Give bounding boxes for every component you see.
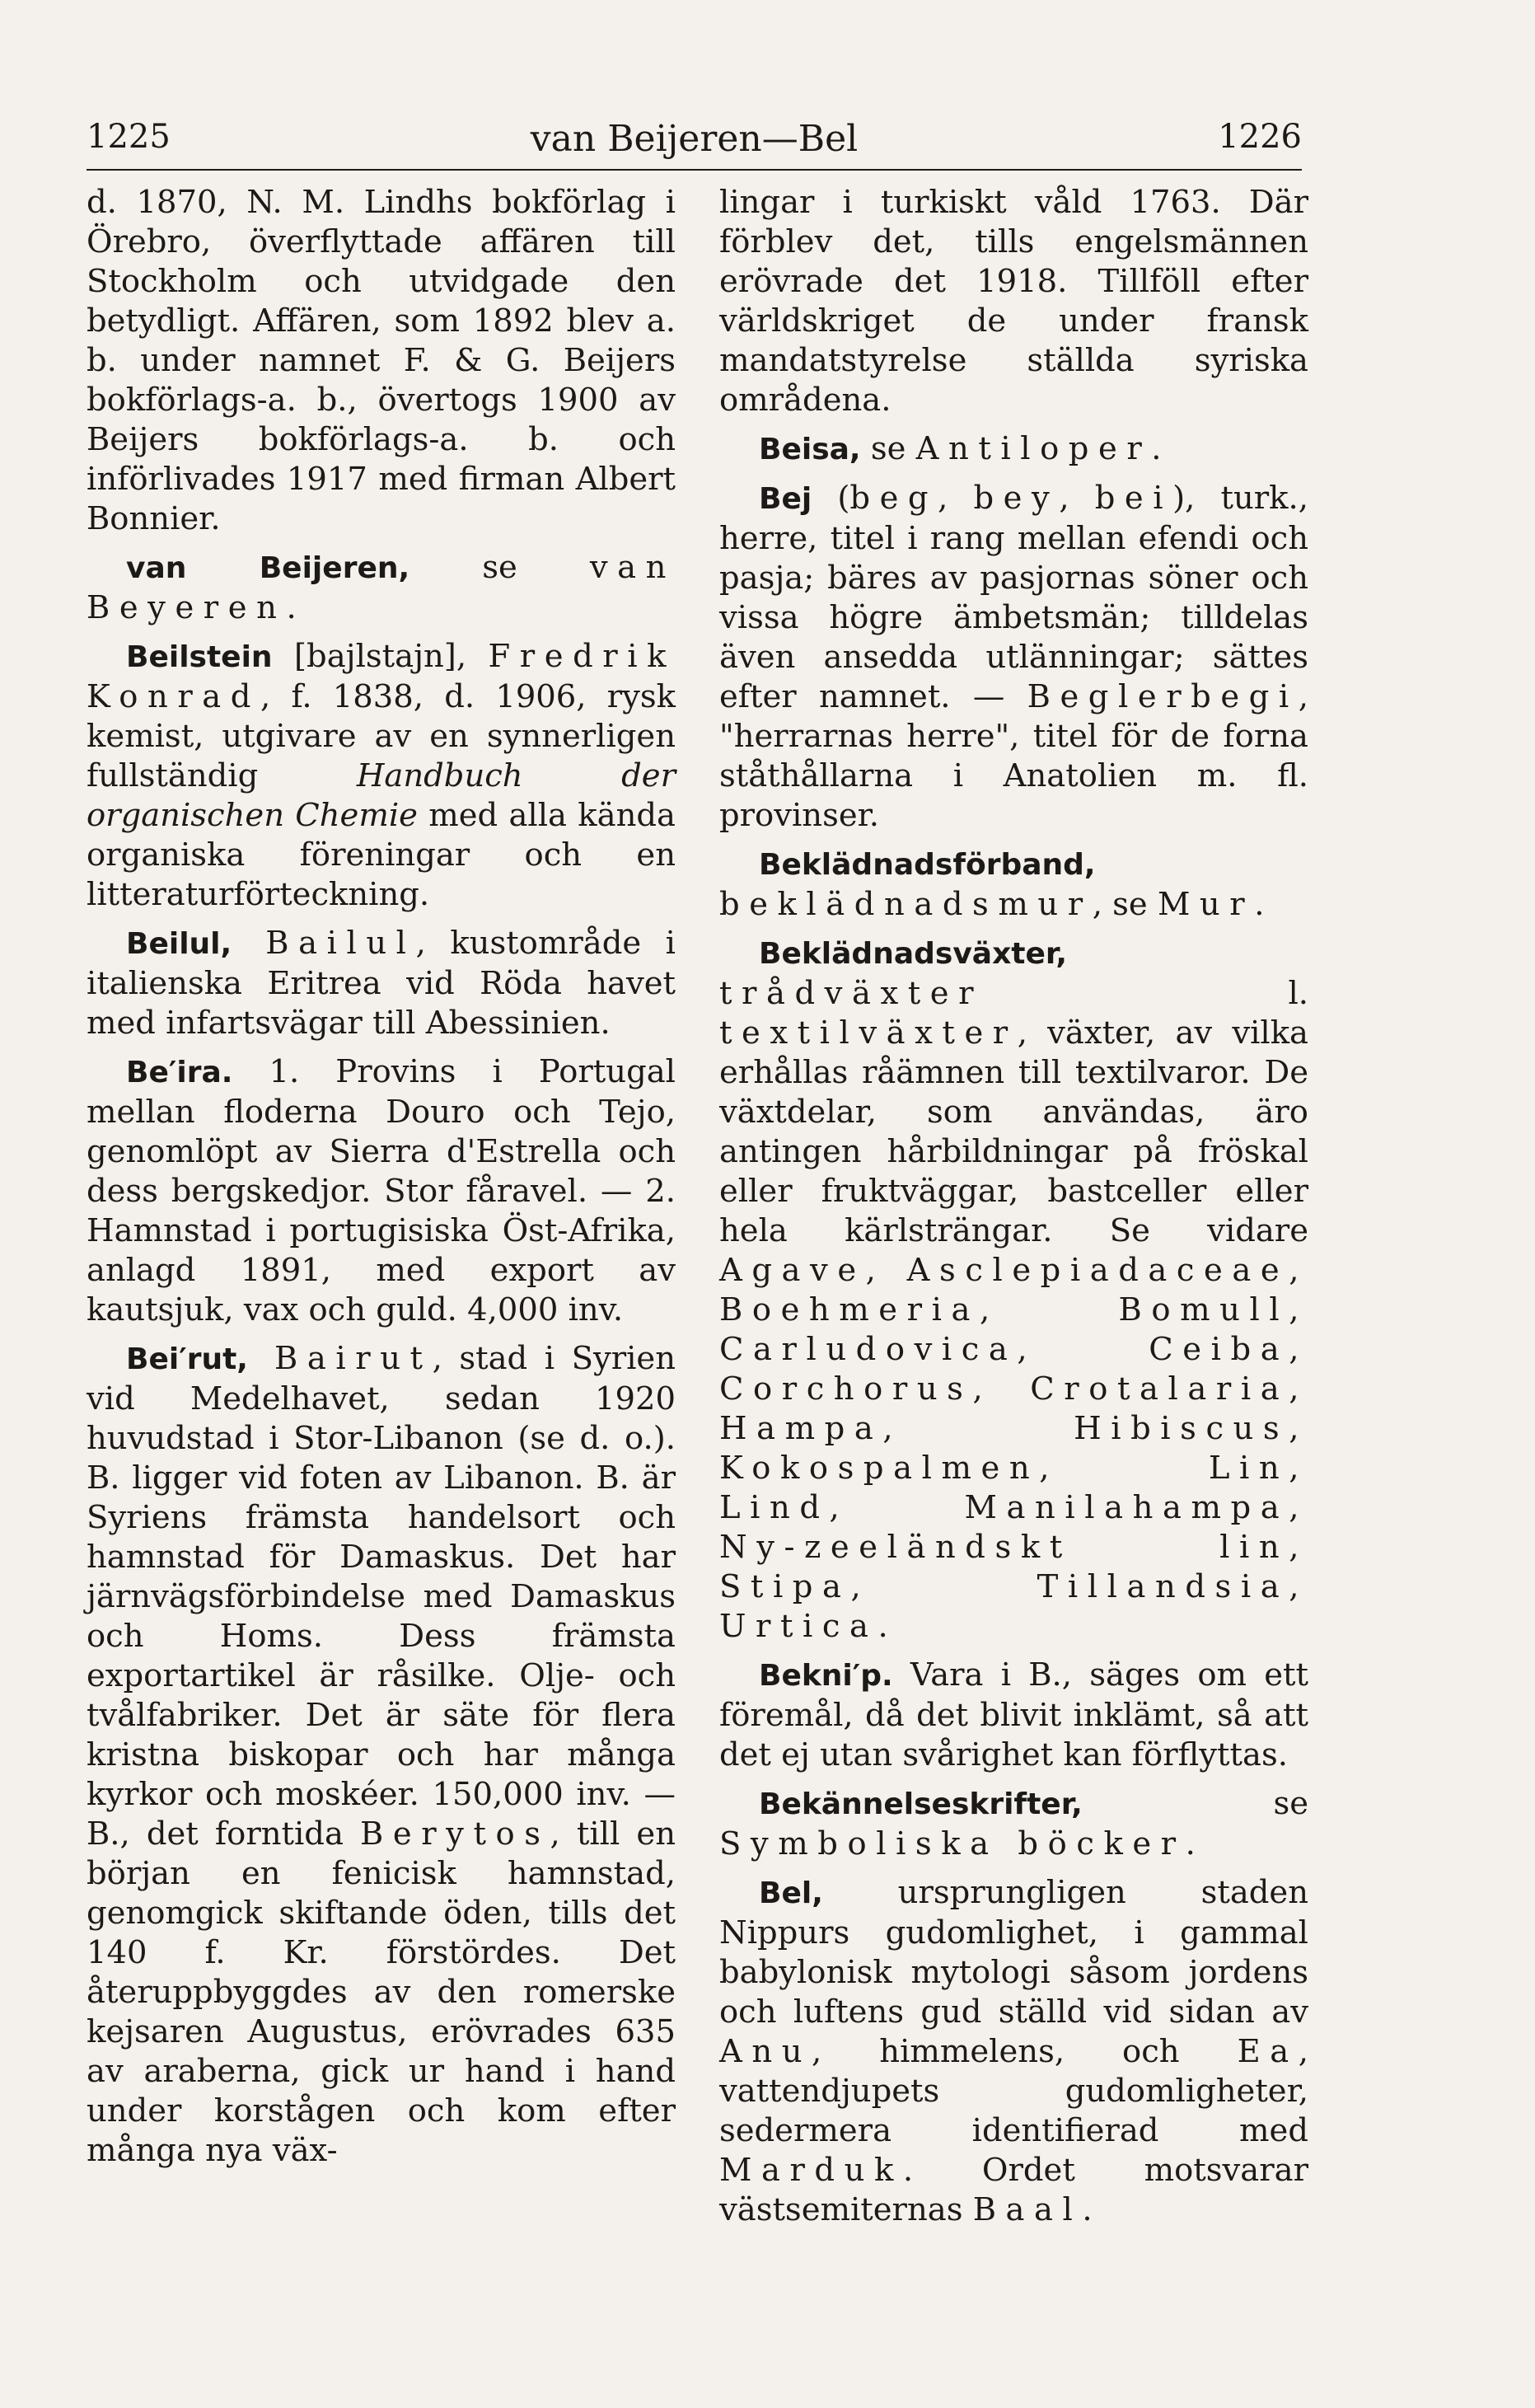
headword: Beklädnadsväxter, (759, 937, 1068, 971)
book-title: Handbuch der organischen Chemie (87, 757, 676, 834)
entry-beilul: Beilul, Bailul, kustområde i italienska Eritrea vid Röda havet med infartsvägar till Abessinien. (87, 925, 676, 1042)
spaced-name: Berytos (360, 1815, 550, 1853)
headword: Beilul, (126, 927, 232, 961)
spaced-name: Beglerbegi (1027, 678, 1299, 715)
entry-bekladnadsvaxter: Beklädnadsväxter, trådväxter l. textilväxter, växter, av vilka erhållas råämnen till textilvaror. De växtdelar, som användas, äro antingen hårbildningar på fröskal eller fruktväggar, bastceller eller hela kärlsträngar. Se vidare Agave, Asclepiadaceae, Boehmeria, Bomull, Carludovica, Ceiba, Corchorus, Crotalaria, Hampa, Hibiscus, Kokospalmen, Lin, Lind, Manilahampa, Ny-zeeländskt lin, Stipa, Tillandsia, Urtica. (719, 937, 1308, 1645)
header-rule (87, 169, 1302, 171)
headword: Beisa, (759, 433, 861, 466)
entry-beisa: Beisa, se Antiloper. (759, 430, 1162, 467)
headword: Be′ira. (126, 1056, 233, 1089)
entry-bekladnadsforband: Beklädnadsförband, beklädnadsmur, se Mur. (719, 848, 1265, 923)
entry-bej: Bej (beg, bey, bei), turk., herre, titel i rang mellan efendi och pasja; bäres av pasjornas söner och vissa högre ämbetsmän; tilldelas även ansedda utlänningar; sättes efter namnet. — Beglerbegi, "herrarnas herre", titel för de forna ståthållarna i Anatolien m. fl. provinser. (719, 480, 1308, 834)
spaced-name: Bairut (247, 1340, 433, 1377)
spaced-name: beklädnadsmur (719, 886, 1093, 923)
cross-reference: Antiloper (915, 430, 1152, 467)
headword: Bej (759, 482, 812, 516)
cross-reference: Anu (719, 2033, 812, 2070)
cross-reference: Baal (972, 2191, 1083, 2228)
spaced-name: trådväxter (719, 975, 984, 1012)
left-column (87, 183, 676, 2180)
headword: Bel, (759, 1876, 823, 1910)
cross-reference: Mur (1157, 886, 1255, 923)
cross-reference: van Beyeren (87, 549, 676, 626)
entry-van-beijeren: van Beijeren, se van Beyeren. (87, 549, 676, 626)
cross-reference: Marduk (719, 2152, 903, 2189)
right-column (719, 183, 1308, 2239)
page-number-right: 1226 (1218, 118, 1302, 156)
cross-reference: Ea (1237, 2033, 1299, 2070)
headword: Bei′rut, (126, 1342, 248, 1376)
cross-reference: Symboliska böcker (719, 1825, 1186, 1862)
entry-beira: Be′ira. 1. Provins i Portugal mellan floderna Douro och Tejo, genomlöpt av Sierra d'Estrella och dess bergskedjor. Stor fåravel. — 2. Hamnstad i portugisiska Öst-Afrika, anlagd 1891, med export av kautsjuk, vax och guld. 4,000 inv. (87, 1053, 676, 1328)
headword: van Beijeren, (126, 551, 410, 585)
cross-reference-list: Agave, Asclepiadaceae, Boehmeria, Bomull, Carludovica, Ceiba, Corchorus, Crotalaria, Hampa, Hibiscus, Kokospalmen, Lin, Lind, Manilahampa, Ny-zeeländskt lin, Stipa, Tillandsia, Urtica (719, 1252, 1308, 1645)
running-title: van Beijeren—Bel (530, 118, 859, 160)
entry-continuation: lingar i turkiskt våld 1763. Där förblev det, tills engelsmännen erövrade det 1918. Tillföll efter världskriget de under fransk mandatstyrelse ställda syriska områdena. (719, 184, 1308, 419)
spaced-name: Bailul (232, 925, 416, 962)
headword: Beklädnadsförband, (759, 848, 1096, 882)
headword: Bekännelseskrifter, (759, 1787, 1083, 1821)
entry-bekannelseskrifter: Bekännelseskrifter, se Symboliska böcker. (719, 1785, 1308, 1862)
entry-beknip: Bekni′p. Vara i B., säges om ett föremål, då det blivit inklämt, så att det ej utan svårighet kan förflyttas. (719, 1656, 1308, 1773)
spaced-name: textilväxter (719, 1014, 1018, 1052)
page-number-left: 1225 (87, 118, 171, 156)
entry-beirut: Bei′rut, Bairut, stad i Syrien vid Medelhavet, sedan 1920 huvudstad i Stor-Libanon (se d. o.). B. ligger vid foten av Libanon. B. är Syriens främsta handelsort och hamnstad för Damaskus. Det har järnvägsförbindelse med Damaskus och Homs. Dess främsta exportartikel är råsilke. Olje- och tvålfabriker. Det är säte för flera kristna biskopar och har många kyrkor och moskéer. 150,000 inv. — B., det forntida Berytos, till en början en fenicisk hamnstad, genomgick skiftande öden, tills det 140 f. Kr. förstördes. Det återuppbyggdes av den romerske kejsaren Augustus, erövrades 635 av araberna, gick ur hand i hand under korstågen och kom efter många nya väx- (87, 1340, 676, 2169)
spaced-name: Fredrik Konrad (87, 638, 676, 715)
entry-beilstein: Beilstein [bajlstajn], Fredrik Konrad, f. 1838, d. 1906, rysk kemist, utgivare av en synnerligen fullständig Handbuch der organischen Chemie med alla kända organiska föreningar och en litteraturförteckning. (87, 638, 676, 913)
headword: Beilstein (126, 640, 273, 674)
entry-bel: Bel, ursprungligen staden Nippurs gudomlighet, i gammal babylonisk mytologi såsom jordens och luftens gud ställd vid sidan av Anu, himmelens, och Ea, vattendjupets gudomligheter, sedermera identifierad med Marduk. Ordet motsvarar västsemiternas Baal. (719, 1874, 1308, 2228)
headword: Bekni′p. (759, 1659, 893, 1693)
page-header (87, 103, 1302, 161)
entry-continuation: d. 1870, N. M. Lindhs bokförlag i Örebro, överflyttade affären till Stockholm och utvidgade den betydligt. Affären, som 1892 blev a. b. under namnet F. & G. Beijers bokförlags-a. b., övertogs 1900 av Beijers bokförlags-a. b. och införlivades 1917 med firman Albert Bonnier. (87, 184, 676, 537)
